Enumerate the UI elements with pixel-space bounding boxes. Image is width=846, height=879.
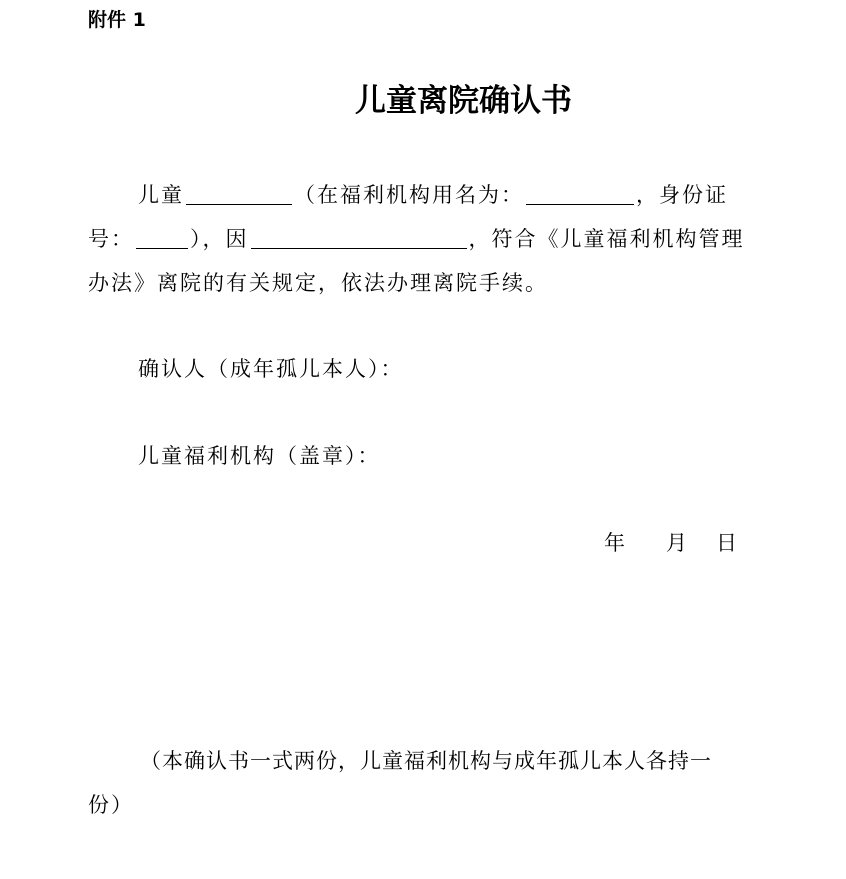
confirmer-label: 确认人（成年孤儿本人）：	[138, 357, 404, 381]
paragraph-line-1	[88, 180, 728, 210]
reason-label: ），因	[190, 227, 249, 251]
attachment-label: 附件 1	[88, 9, 146, 31]
note-line-1: （本确认书一式两份，儿童福利机构与成年孤儿本人各持一	[140, 749, 712, 773]
reason-blank[interactable]	[251, 226, 467, 249]
date-line	[604, 528, 737, 558]
id-number-blank[interactable]	[136, 226, 188, 249]
regulation-text: ，符合《儿童福利机构管理	[468, 227, 745, 251]
document-title: 儿童离院确认书	[355, 83, 572, 119]
alias-name-blank[interactable]	[526, 182, 634, 205]
date-day-label: 日	[716, 531, 737, 555]
institution-seal-label: 儿童福利机构（盖章）：	[138, 444, 381, 468]
alias-label: （在福利机构用名为：	[294, 183, 524, 207]
date-year-label: 年	[604, 531, 625, 555]
id-label-start: ，身份证	[636, 183, 728, 207]
date-month-label: 月	[666, 531, 687, 555]
id-label-end: 号：	[88, 227, 134, 251]
child-label: 儿童	[138, 183, 184, 207]
paragraph-line-2	[88, 224, 745, 254]
child-name-blank[interactable]	[186, 182, 292, 205]
paragraph-line-3: 办法》离院的有关规定，依法办理离院手续。	[88, 271, 548, 295]
note-line-2: 份）	[88, 793, 134, 817]
